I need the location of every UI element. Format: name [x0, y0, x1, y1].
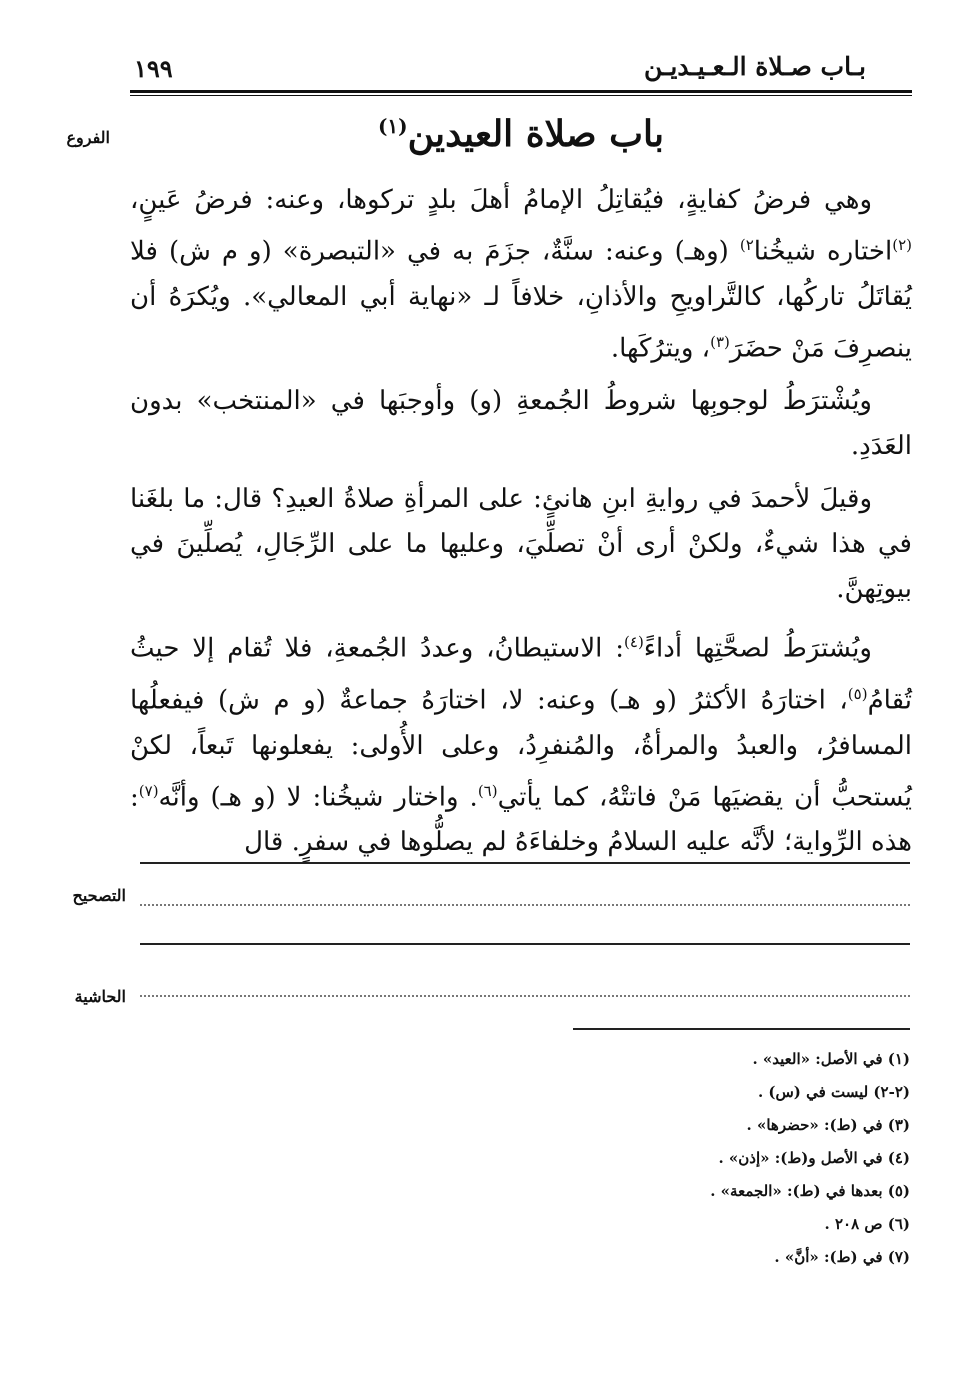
chapter-title-text: باب صلاة العيدين — [407, 113, 665, 155]
p1-note-close: ٢) — [739, 236, 754, 254]
footnote-4: (٤) في الأصل و(ط): «إذن» . — [718, 1149, 910, 1167]
page-number: ١٩٩ — [134, 54, 173, 83]
p4-part-e: : هذه الرِّواية؛ لأنَّه عليه السلامُ وخلفاءَهُ لم يصلُّوها في سفرٍ. قال — [130, 782, 912, 858]
hashiya-dotted-line — [140, 995, 910, 997]
tashih-dotted-line — [140, 904, 910, 906]
p4-note-4: (٤) — [624, 633, 644, 652]
body-bottom-rule — [140, 862, 910, 864]
footnote-7: (٧) في (ط): «أنَّ» . — [774, 1248, 910, 1266]
footnote-1: (١) في الأصل: «العيد» . — [752, 1050, 910, 1068]
p4-note-5: (٥) — [847, 684, 868, 703]
footnote-rule — [573, 1028, 910, 1030]
paragraph-4 — [130, 620, 912, 865]
p4-part-a: ويُشترَطُ لصحَّتِها أداءً — [643, 633, 872, 664]
footnote-3: (٣) في (ط): «حضرها» . — [746, 1116, 910, 1134]
p1-note-open: (٢) — [892, 236, 912, 254]
chapter-title-note: (١) — [377, 114, 408, 138]
p1-part-a: وهي فرضُ كفايةٍ، فيُقاتِلُ الإمامُ أهلَ بلدٍ تركوها، وعنه: فرضُ عَينٍ، — [130, 185, 872, 215]
running-title: بـاب صـلاة الـعـيـديـن — [644, 52, 866, 81]
p1-part-d: ، ويترُكَها. — [610, 333, 711, 364]
tashih-rule — [140, 943, 910, 945]
p1-part-c: (وهـ) وعنه: سنَّةٌ، جزَمَ به في «التبصرة» (و م ش) فلا يُقاتَلُ تاركُها، كالتَّراويحِ والأذانِ، خلافاً لـ «نهاية أبي المعالي». ويُكرَهُ أن ينصرِفَ مَنْ حضَرَ — [130, 236, 912, 364]
body-text — [130, 178, 912, 865]
header-rule-thin — [130, 95, 912, 96]
side-label-tashih: التصحيح — [72, 886, 126, 905]
footnotes — [510, 1043, 910, 1274]
p4-part-d: . واختار شيخُنا: لا (و هـ) وأنَّه — [158, 782, 478, 813]
footnote-2: (٢-٢) ليست في (س) . — [757, 1083, 910, 1101]
side-label-hashiya: الحاشية — [74, 987, 126, 1006]
p4-part-b: : الاستيطانُ، وعددُ الجُمعةِ، فلا تُقام إلا حيثُ تُقامُ — [130, 633, 912, 716]
paragraph-3: وقيلَ لأحمدَ في روايةِ ابنِ هانئٍ: على المرأةِ صلاةُ العيدِ؟ قال: ما بلغَنا في هذا شيءٌ، ولكنْ أرى أنْ تصلِّيَ، وعليها ما على الرِّجَالِ، يُصلِّينَ في بيوتِهنَّ. — [130, 484, 912, 605]
p4-note-7: (٧) — [138, 781, 159, 800]
side-label-furu: الفروع — [66, 128, 110, 147]
p1-note-3: (٣) — [710, 332, 730, 351]
p1-part-b: اختاره شيخُنا — [753, 236, 893, 267]
paragraph-2: ويُشْترَطُ لوجوبِها شروطُ الجُمعةِ (و) وأوجبَها في «المنتخب» بدون العَدَدِ. — [130, 386, 912, 462]
p4-part-c: ، اختارَهُ الأكثرُ (و هـ) وعنه: لا، اختارَهُ جماعةٌ (و م ش) فيفعلُها المسافرُ، والعبدُ والمرأةُ، والمُنفرِدُ، وعلى الأُولى: يفعلونها تَبعاً، لكنْ يُستحبُّ أن يقضيَها مَنْ فاتتْهُ، كما يأتي — [130, 685, 912, 813]
header-rule-thick — [130, 90, 912, 93]
footnote-6: (٦) ص ٢٠٨ . — [824, 1215, 910, 1233]
footnote-5: (٥) بعدها في (ط): «الجمعة» . — [710, 1182, 910, 1200]
paragraph-1 — [130, 178, 912, 371]
p4-note-6: (٦) — [477, 781, 498, 800]
chapter-title — [130, 113, 912, 155]
